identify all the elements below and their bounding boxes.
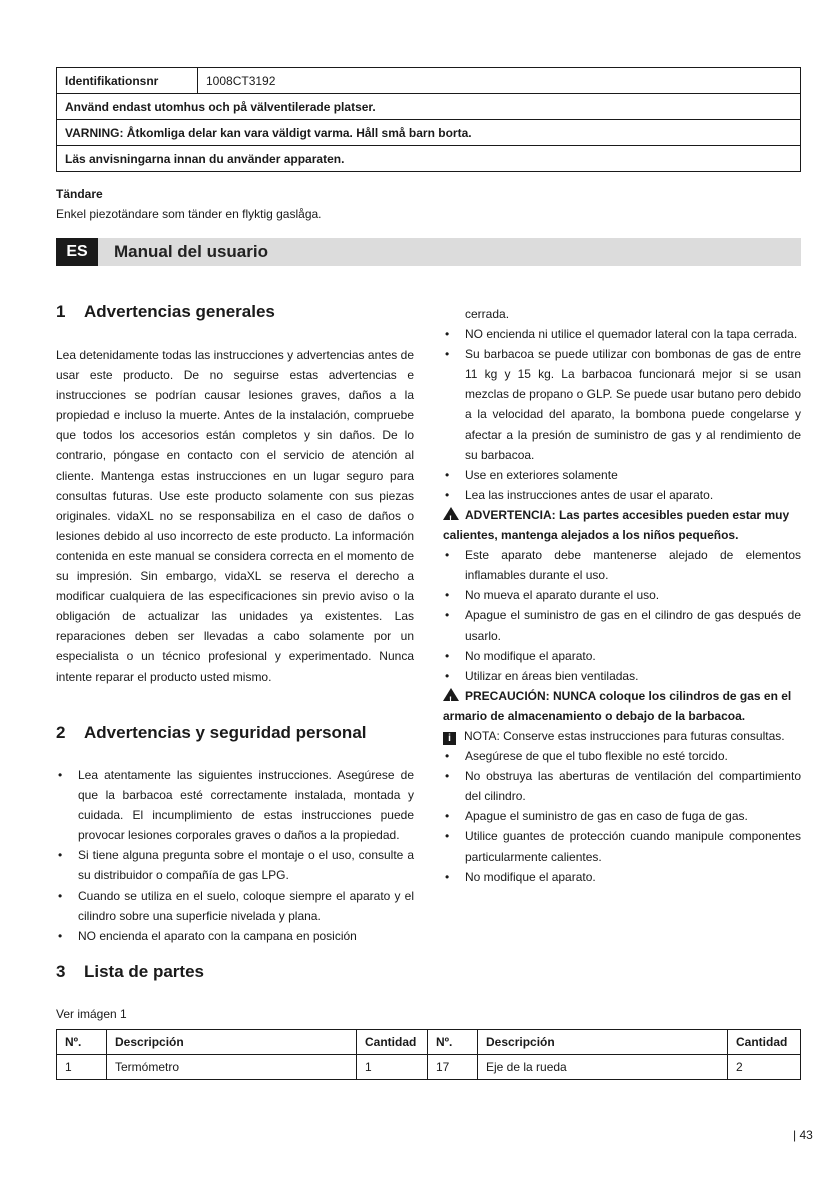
header-description: Descripción xyxy=(107,1030,357,1055)
list-item: • Use en exteriores solamente xyxy=(443,465,801,485)
header-quantity: Cantidad xyxy=(357,1030,428,1055)
language-code: ES xyxy=(56,238,98,266)
left-column xyxy=(56,345,414,687)
header-description: Descripción xyxy=(478,1030,728,1055)
list-item: • Apague el suministro de gas en el cilindro de gas después de usarlo. xyxy=(443,605,801,645)
igniter-text: Enkel piezotändare som tänder en flyktig gaslåga. xyxy=(56,207,322,221)
page-number: | 43 xyxy=(793,1128,813,1142)
list-item: • Utilice guantes de protección cuando manipule componentes particularmente calientes. xyxy=(443,826,801,866)
caution-triangle-icon xyxy=(443,688,459,701)
caution-block xyxy=(443,686,801,726)
cell-description: Eje de la rueda xyxy=(478,1055,728,1080)
identification-table xyxy=(56,67,801,172)
list-item: • No modifique el aparato. xyxy=(443,867,801,887)
right-column xyxy=(443,304,801,887)
list-item: • No modifique el aparato. xyxy=(443,646,801,666)
id-value: 1008CT3192 xyxy=(198,68,801,94)
id-row-outdoor: Använd endast utomhus och på välventilerade platser. xyxy=(57,94,801,120)
id-label: Identifikationsnr xyxy=(57,68,198,94)
section-2-title: Advertencias y seguridad personal xyxy=(84,723,367,742)
warning-triangle-icon xyxy=(443,507,459,520)
header-no: Nº. xyxy=(57,1030,107,1055)
see-image-text: Ver imágen 1 xyxy=(56,1007,127,1021)
list-item: • Lea las instrucciones antes de usar el aparato. xyxy=(443,485,801,505)
table-header-row xyxy=(57,1030,801,1055)
list-item: • Su barbacoa se puede utilizar con bombonas de gas de entre 11 kg y 15 kg. La barbacoa funcionará mejor si se usan mezclas de propano o GLP. Se puede usar butano pero debido a la velocidad del aparato, la bombona puede congelarse y afectar a la presión de suministro de gas y al rendimiento de su barbacoa. xyxy=(443,344,801,465)
id-row-read: Läs anvisningarna innan du använder apparaten. xyxy=(57,146,801,172)
manual-title: Manual del usuario xyxy=(114,242,268,261)
list-item: • No mueva el aparato durante el uso. xyxy=(443,585,801,605)
id-row-warning: VARNING: Åtkomliga delar kan vara väldigt varma. Håll små barn borta. xyxy=(57,120,801,146)
section-2-number: 2 xyxy=(56,723,66,742)
warning-text: ADVERTENCIA: Las partes accesibles pueden estar muy calientes, mantenga alejados a los niños pequeños. xyxy=(443,507,790,543)
section-1-heading xyxy=(56,302,275,322)
warning-block xyxy=(443,505,801,545)
list-item: • NO encienda el aparato con la campana en posición xyxy=(56,926,414,946)
list-item: • Si tiene alguna pregunta sobre el montaje o el uso, consulte a su distribuidor o compañía de gas LPG. xyxy=(56,845,414,885)
list-item: • Utilizar en áreas bien ventiladas. xyxy=(443,666,801,686)
header-quantity: Cantidad xyxy=(728,1030,801,1055)
list-item: • Cuando se utiliza en el suelo, coloque siempre el aparato y el cilindro sobre una superficie nivelada y plana. xyxy=(56,886,414,926)
section-banner xyxy=(56,238,801,266)
list-item: • Asegúrese de que el tubo flexible no esté torcido. xyxy=(443,746,801,766)
list-item: • Lea atentamente las siguientes instrucciones. Asegúrese de que la barbacoa esté correctamente instalada, montada y cuidada. El incumplimiento de estas instrucciones puede provocar lesiones corporales graves o daños a la propiedad. xyxy=(56,765,414,845)
note-text: NOTA: Conserve estas instrucciones para futuras consultas. xyxy=(464,728,785,743)
left-column-bullets xyxy=(56,765,414,946)
section-1-number: 1 xyxy=(56,302,66,321)
list-item: • No obstruya las aberturas de ventilación del compartimiento del cilindro. xyxy=(443,766,801,806)
cell-no: 1 xyxy=(57,1055,107,1080)
section-2-heading xyxy=(56,723,367,743)
continuation-text: cerrada. xyxy=(465,307,510,321)
section-3-heading xyxy=(56,962,204,982)
parts-table xyxy=(56,1029,801,1080)
header-no: Nº. xyxy=(428,1030,478,1055)
cell-quantity: 2 xyxy=(728,1055,801,1080)
section-3-number: 3 xyxy=(56,962,66,981)
list-item: • Este aparato debe mantenerse alejado de elementos inflamables durante el uso. xyxy=(443,545,801,585)
note-block xyxy=(443,726,801,746)
cell-description: Termómetro xyxy=(107,1055,357,1080)
info-icon: i xyxy=(443,732,456,745)
cell-no: 17 xyxy=(428,1055,478,1080)
section-3-title: Lista de partes xyxy=(84,962,204,981)
general-warnings-paragraph: Lea detenidamente todas las instrucciones y advertencias antes de usar este producto. De no seguirse estas advertencias e instrucciones se podrían causar lesiones graves, daños a la propiedad e incluso la muerte. Antes de la instalación, compruebe que todos los accesorios están completos y sin daños. De lo contrario, póngase en contacto con el servicio de atención al cliente. Mantenga estas instrucciones en un lugar seguro para consultas futuras. Use este producto solamente con sus piezas originales. vidaXL no se responsabiliza en el caso de daños o lesiones debido al uso incorrecto de este producto. La información contenida en este manual se considera correcta en el momento de su impresión. Sin embargo, vidaXL se reserva el derecho a modificar cualquiera de las especificaciones sin previo aviso o la obligación de actualizar las unidades ya existentes. Las reparaciones deben ser llevadas a cabo solamente por un especialista o un técnico profesional y experimentado. Nunca intente reparar el producto usted mismo. xyxy=(56,348,414,684)
caution-text: PRECAUCIÓN: NUNCA coloque los cilindros de gas en el armario de almacenamiento o debajo de la barbacoa. xyxy=(443,688,792,723)
cell-quantity: 1 xyxy=(357,1055,428,1080)
list-item: • Apague el suministro de gas en caso de fuga de gas. xyxy=(443,806,801,826)
list-item: • NO encienda ni utilice el quemador lateral con la tapa cerrada. xyxy=(443,324,801,344)
section-1-title: Advertencias generales xyxy=(84,302,275,321)
table-row xyxy=(57,1055,801,1080)
igniter-title: Tändare xyxy=(56,187,103,201)
